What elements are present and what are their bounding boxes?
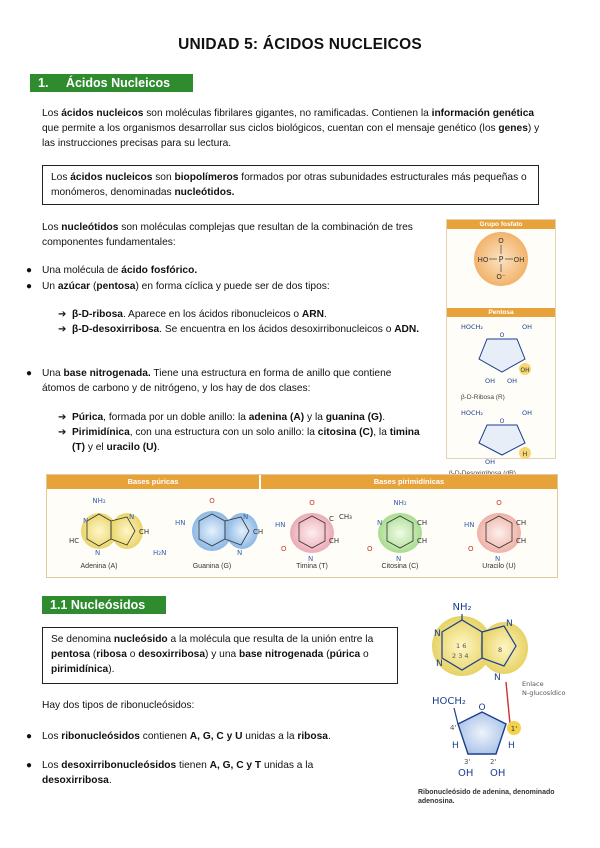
svg-text:O⁻: O⁻ (496, 273, 506, 281)
phosphate-group-drawing (447, 229, 555, 289)
bond-label-line1: Enlace (522, 680, 544, 688)
adenosine-figure (414, 596, 584, 826)
nucleotide-components-figure (446, 219, 556, 465)
svg-text:N: N (95, 549, 101, 557)
section-heading-nucleosidos: 1.1 Nucleósidos (42, 596, 166, 614)
pyrimidine-header: Bases pirimidínicas (261, 475, 557, 489)
ribonucleosidos-intro: Hay dos tipos de ribonucleósidos: (42, 700, 195, 711)
svg-text:OH: OH (485, 377, 496, 385)
svg-text:HOCH₂: HOCH₂ (461, 323, 484, 331)
section-title: Ácidos Nucleicos (65, 76, 171, 90)
svg-text:HOCH₂: HOCH₂ (461, 409, 484, 417)
svg-text:HC: HC (69, 537, 80, 545)
svg-text:CH: CH (516, 519, 527, 527)
svg-text:N: N (434, 629, 441, 639)
svg-text:H: H (452, 741, 459, 751)
bases-drawings (47, 489, 559, 565)
definition-box: Los ácidos nucleicos son biopolímeros formados por otras subunidades estructurales más pequeñas o monómeros, denominadas nucleótidos. (42, 165, 539, 205)
svg-text:O: O (468, 545, 474, 553)
svg-text:NH₂: NH₂ (92, 497, 106, 505)
nucleosido-definition-box: Se denomina nucleósido a la molécula que resulta de la unión entre la pentosa (ribosa o desoxirribosa) y una base nitrogenada (púrica o pirimidínica). (42, 627, 398, 684)
svg-text:H: H (508, 741, 515, 751)
sub-bullet-desoxirribosa: ➔ β-D-desoxirribosa. Se encuentra en los ácidos desoxirribonucleicos o ADN. (58, 324, 420, 335)
svg-text:8: 8 (498, 646, 503, 654)
svg-text:OH: OH (458, 768, 474, 779)
svg-text:O: O (367, 545, 373, 553)
purine-header: Bases púricas (47, 475, 259, 489)
svg-text:NH₂: NH₂ (393, 499, 407, 507)
svg-text:CH: CH (329, 537, 340, 545)
svg-text:CH₃: CH₃ (339, 513, 352, 521)
pentose-label: Pentosa (447, 308, 555, 317)
svg-text:N: N (506, 619, 513, 629)
svg-text:N: N (396, 555, 402, 563)
svg-text:O: O (496, 499, 502, 507)
svg-text:P: P (498, 255, 504, 264)
svg-text:HN: HN (464, 521, 475, 529)
svg-text:OH: OH (522, 409, 533, 417)
svg-text:O: O (498, 237, 504, 245)
svg-text:H₂N: H₂N (153, 549, 167, 557)
svg-text:N: N (436, 659, 443, 669)
section-number: 1. (38, 76, 49, 90)
svg-text:O: O (281, 545, 287, 553)
adenine-structure (69, 497, 149, 557)
ribose-caption: β-D-Ribosa (R) (461, 394, 505, 401)
adenosine-caption: Ribonucleósido de adenina, denominado adenosina. (418, 789, 555, 805)
uracil-label: Uracilo (U) (482, 563, 516, 570)
svg-text:NH₂: NH₂ (452, 602, 472, 613)
svg-text:C: C (329, 515, 334, 523)
svg-text:N: N (83, 517, 89, 525)
svg-text:2 3 4: 2 3 4 (452, 652, 469, 660)
svg-text:N: N (243, 513, 249, 521)
svg-text:N: N (129, 513, 135, 521)
ribose-drawing (447, 317, 555, 389)
svg-text:1 6: 1 6 (456, 642, 467, 650)
svg-text:CH: CH (253, 528, 264, 536)
svg-text:HOCH₂: HOCH₂ (432, 696, 466, 707)
sub-bullet-ribosa: ➔ β-D-ribosa. Aparece en los ácidos ribonucleicos o ARN. (58, 309, 327, 320)
cytosine-label: Citosina (C) (381, 563, 419, 570)
svg-text:CH: CH (516, 537, 527, 545)
svg-text:O: O (478, 703, 486, 713)
svg-text:OH: OH (522, 323, 533, 331)
sub-bullet-pirimidinica: ➔ Pirimidínica, con una estructura con un solo anillo: la citosina (C), la timina (T) y el uracilo (U). (58, 427, 420, 453)
svg-text:N: N (377, 519, 383, 527)
thymine-structure (275, 499, 352, 563)
thymine-label: Timina (T) (296, 563, 328, 570)
svg-text:CH: CH (417, 537, 428, 545)
bond-label-line2: N-glucosídico (522, 689, 566, 697)
svg-text:3': 3' (464, 758, 471, 766)
page-title: UNIDAD 5: ÁCIDOS NUCLEICOS (178, 36, 422, 53)
bullet-ribonucleosidos: ● Los ribonucleósidos contienen A, G, C y U unidas a la ribosa. (26, 731, 331, 742)
svg-text:O: O (209, 497, 215, 505)
phosphate-label: Grupo fosfato (447, 220, 555, 229)
svg-text:O: O (499, 418, 505, 425)
svg-text:2': 2' (490, 758, 497, 766)
nitrogenous-bases-figure (46, 474, 558, 578)
svg-text:N: N (495, 555, 501, 563)
svg-text:O: O (309, 499, 315, 507)
uracil-structure (464, 499, 526, 563)
svg-text:N: N (308, 555, 314, 563)
svg-text:CH: CH (139, 528, 150, 536)
svg-text:1': 1' (510, 725, 518, 733)
svg-text:CH: CH (417, 519, 428, 527)
sub-bullet-purica: ➔ Púrica, formada por un doble anillo: la adenina (A) y la guanina (G). (58, 412, 386, 423)
svg-text:OH: OH (485, 458, 496, 465)
bullet-acido-fosforico: ● Una molécula de ácido fosfórico. (26, 265, 198, 276)
bullet-desoxirribonucleosidos: ● Los desoxirribonucleósidos tienen A, G, C y T unidas a la desoxirribosa. (26, 760, 314, 786)
deoxyribose-drawing (447, 403, 555, 465)
svg-text:N: N (494, 673, 501, 683)
svg-text:OH: OH (507, 377, 518, 385)
svg-text:O: O (499, 332, 505, 339)
adenine-label: Adenina (A) (80, 563, 118, 570)
svg-text:H: H (522, 451, 528, 458)
svg-text:HN: HN (275, 521, 286, 529)
adenosine-drawing (414, 596, 584, 786)
section-heading-acidos-nucleicos (30, 74, 193, 92)
svg-text:HN: HN (175, 519, 186, 527)
intro-paragraph: Los ácidos nucleicos son moléculas fibrilares gigantes, no ramificadas. Contienen la información genética que permite a los organismos desarrollar sus ciclos biológicos, cuentan con el mensaje genético (los genes) y las instrucciones precisas para su lectura. (42, 108, 540, 149)
svg-text:OH: OH (513, 256, 525, 264)
nucleotidos-paragraph: Los nucleótidos son moléculas complejas que resultan de la combinación de tres componentes fundamentales: (42, 222, 413, 248)
svg-text:OH: OH (520, 367, 530, 374)
guanine-label: Guanina (G) (192, 563, 232, 570)
svg-text:4': 4' (450, 724, 457, 732)
guanine-structure (153, 497, 263, 557)
cytosine-structure (367, 499, 427, 563)
bullet-azucar: ● Un azúcar (pentosa) en forma cíclica y puede ser de dos tipos: (26, 281, 330, 292)
svg-text:OH: OH (490, 768, 506, 779)
svg-text:HO: HO (477, 256, 489, 264)
svg-text:N: N (237, 549, 243, 557)
bullet-base-nitrogenada: ● Una base nitrogenada. Tiene una estructura en forma de anillo que contiene átomos de carbono y de nitrógeno, y los hay de dos clases: (26, 368, 392, 394)
